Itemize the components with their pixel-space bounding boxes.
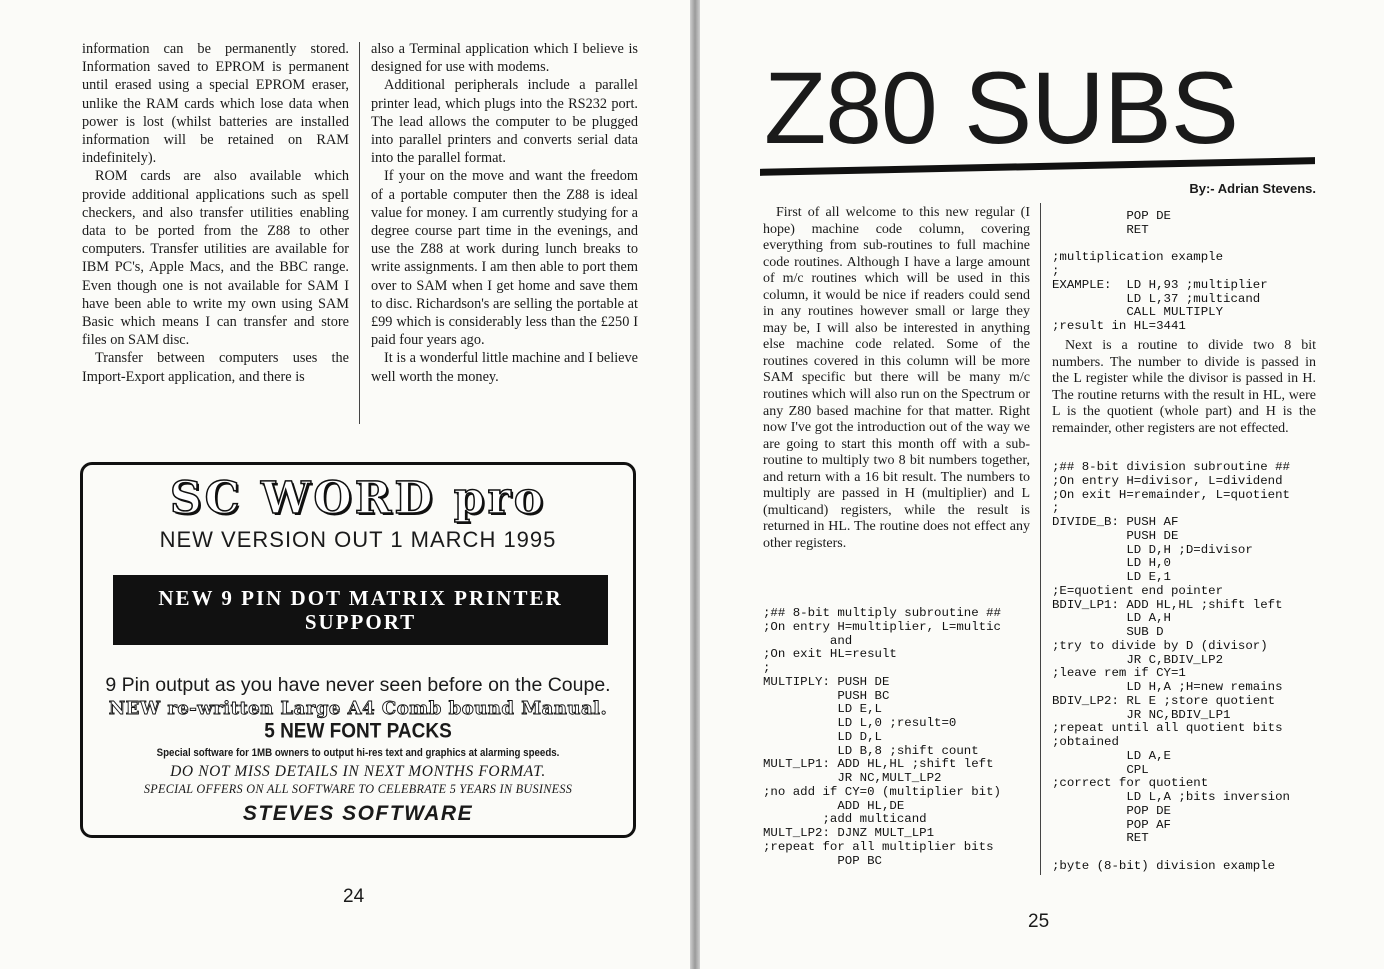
advert-line-2: NEW re-written Large A4 Comb bound Manual. <box>108 698 608 719</box>
right-page-column-2 <box>1052 338 1316 437</box>
advert-title: SC WORD pro <box>169 473 547 524</box>
code-listing-multiply-example: POP DE RET ;multiplication example ; EXAMPLE: LD H,93 ;multiplier LD L,37 ;multicand CALL MULTIPLY ;result in HL=3441 <box>1052 209 1268 333</box>
advert-line-6: SPECIAL OFFERS ON ALL SOFTWARE TO CELEBRATE 5 YEARS IN BUSINESS <box>143 782 573 796</box>
paragraph: information can be permanently stored. Information saved to EPROM is permanent until erased using a special EPROM eraser, unlike the RAM cards which lose data when power is lost (whilst batteries are installed information will be retained on RAM indefinitely). <box>82 41 349 167</box>
article-byline: By:- Adrian Stevens. <box>1189 181 1316 196</box>
left-page <box>0 0 690 969</box>
advert-line-5: DO NOT MISS DETAILS IN NEXT MONTHS FORMAT. <box>170 763 546 780</box>
right-page <box>700 0 1384 969</box>
paragraph: Transfer between computers uses the Import-Export application, and there is <box>82 350 349 385</box>
paragraph: It is a wonderful little machine and I believe well worth the money. <box>371 350 638 385</box>
sc-word-pro-advert <box>80 462 636 838</box>
code-listing-multiply: ;## 8-bit multiply subroutine ## ;On entry H=multiplier, L=multic and ;On exit HL=result ; MULTIPLY: PUSH DE PUSH BC LD E,L LD L,0 ;result=0 LD D,L LD B,8 ;shift count MULT_LP1: ADD HL,HL ;shift left JR NC,MULT_LP2 ;no add if CY=0 (multiplier bit) ADD HL,DE ;add multicand MULT_LP2: DJNZ MULT_LP1 ;repeat for all multiplier bits POP BC <box>763 606 1001 868</box>
paragraph: Additional peripherals include a parallel printer lead, which plugs into the RS232 port. The lead allows the computer to be plugged into parallel printers and converts serial data into the parallel format. <box>371 77 638 167</box>
column-divider <box>359 42 360 424</box>
advert-line-4: Special software for 1MB owners to output hi-res text and graphics at alarming speeds. <box>156 747 560 759</box>
paragraph: ROM cards are also available which provide additional applications such as spell checkers, and also transfer utilities enabling data to be ported from the Z88 to other computers. Transfer utilities are available for IBM PC's, Apple Macs, and the BBC range. Even though one is not available for SAM I have been able to write my own using SAM Basic which means I can transfer and store files on SAM disc. <box>82 168 349 349</box>
advert-line-3: 5 NEW FONT PACKS <box>264 719 452 743</box>
advert-banner: NEW 9 PIN DOT MATRIX PRINTER SUPPORT <box>113 575 608 645</box>
code-listing-divide: ;## 8-bit division subroutine ## ;On entry H=divisor, L=dividend ;On exit H=remainder, L=quotient ; DIVIDE_B: PUSH AF PUSH DE LD D,H ;D=divisor LD H,0 LD E,1 ;E=quotient end pointer BDIV_LP1: ADD HL,HL ;shift left LD A,H SUB D ;try to divide by D (divisor) JR C,BDIV_LP2 ;leave rem if CY=1 LD H,A ;H=new remains BDIV_LP2: RL E ;store quotient JR NC,BDIV_LP1 ;repeat until all quotient bits ;obtained LD A,E CPL ;correct for quotient LD L,A ;bits inversion POP DE POP AF RET ;byte (8-bit) division example <box>1052 460 1290 873</box>
paragraph: Next is a routine to divide two 8 bit numbers. The number to divide is passed in the L register while the divisor is passed in H. The routine returns with the result in HL, were L is the quotient (whole part) and H is the remainder, other registers are not effected. <box>1052 338 1316 436</box>
article-title: Z80 SUBS <box>764 51 1238 165</box>
left-page-column-2 <box>371 40 638 386</box>
paragraph: First of all welcome to this new regular (I hope) machine code column, covering everything from sub-routines to full machine code routines. Although I have a large amount of m/c routines which will be used in this column, it would be nice if readers could send in any routines however small or large they may be, I will also be interested in anything else machine code related. Some of the routines covered in this column will be more SAM specific but there will be many m/c routines which will also run on the Spectrum or any Z80 based machine for that matter. Right now I've got the introduction out of the way we are going to start this month off with a sub-routine to multiply two 8 bit numbers together, and return with a 16 bit result. The numbers to multiply are passed in H (multiplier) and L (multicand) registers, while the result is returned in HL. The routine does not effect any other registers. <box>763 205 1030 551</box>
page-number: 24 <box>343 886 365 907</box>
advert-line-1: 9 Pin output as you have never seen before on the Coupe. <box>105 674 611 696</box>
advert-subtitle: NEW VERSION OUT 1 MARCH 1995 <box>159 527 557 552</box>
left-page-column-1 <box>82 40 349 386</box>
paragraph: also a Terminal application which I believe is designed for use with modems. <box>371 41 638 76</box>
page-gutter <box>690 0 700 969</box>
advert-company: STEVES SOFTWARE <box>242 802 474 825</box>
right-page-column-1 <box>763 205 1030 552</box>
column-divider <box>1040 203 1041 875</box>
page-number: 25 <box>1028 911 1050 932</box>
paragraph: If your on the move and want the freedom of a portable computer then the Z88 is ideal value for money. I am currently studying for a degree course part time in the evenings, and use the Z88 at work during lunch breaks to write assignments. I am then able to port them over to SAM when I get home and save them to disc. Richardson's are selling the portable at £99 which is considerably less than the £250 I paid four years ago. <box>371 168 638 349</box>
